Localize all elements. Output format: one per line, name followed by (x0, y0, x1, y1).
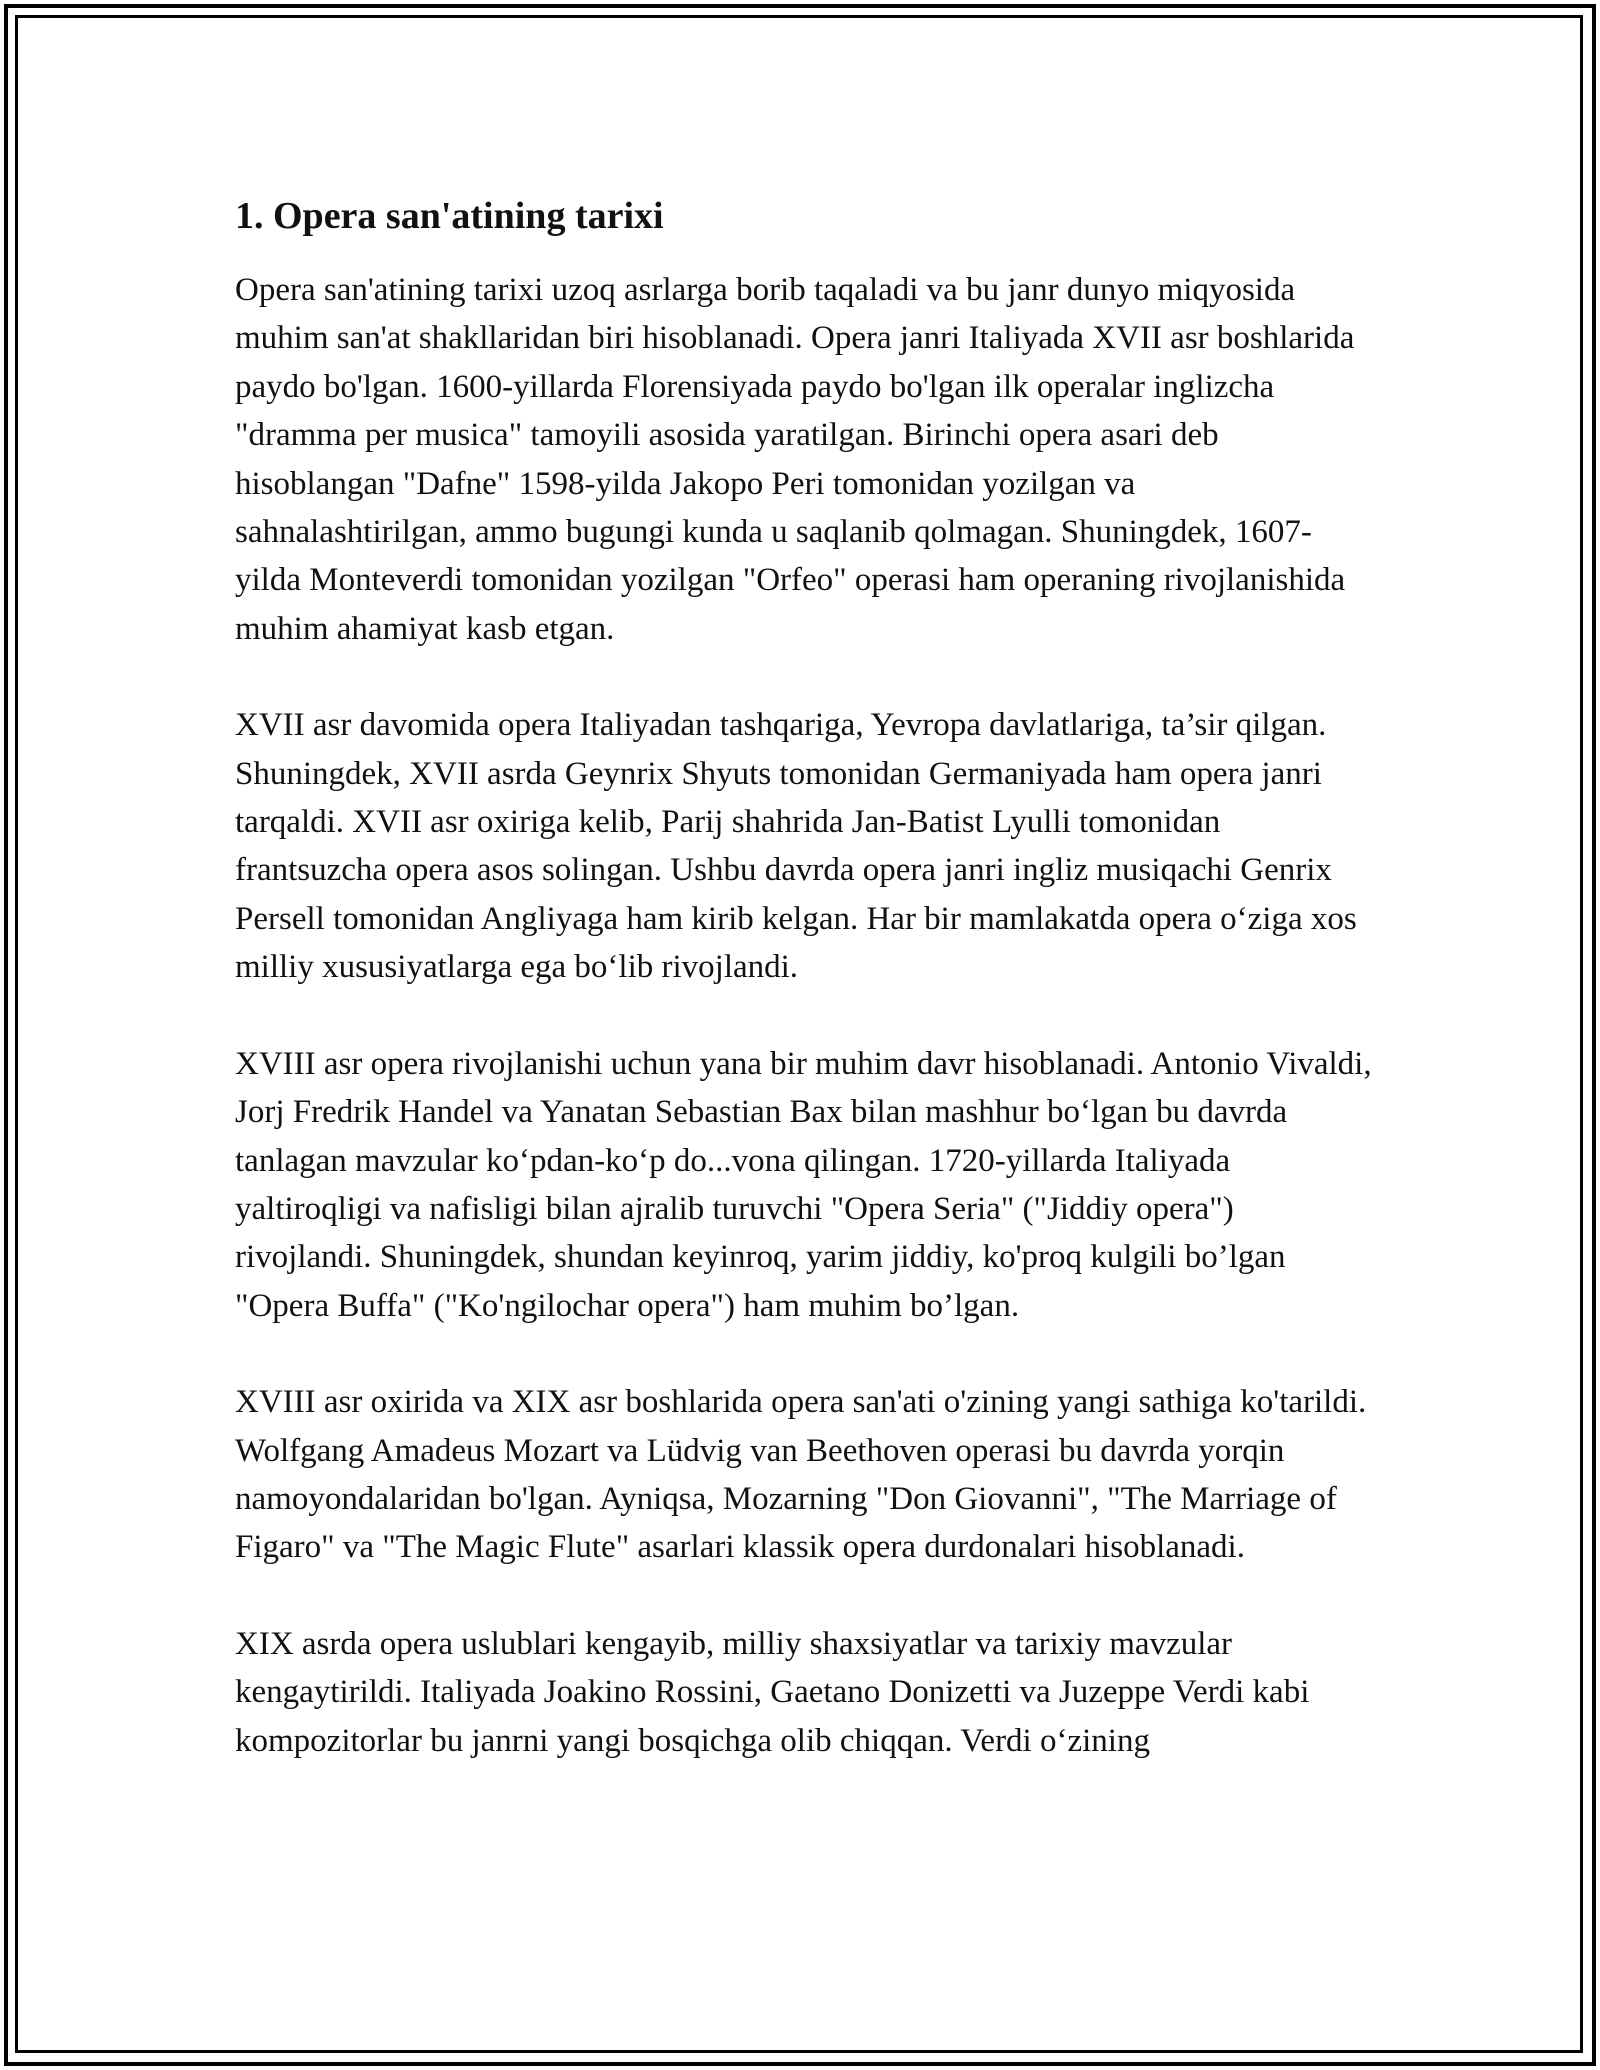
section-heading: 1. Opera san'atining tarixi (235, 195, 664, 237)
paragraph-4: XVIII asr oxirida va XIX asr boshlarida opera san'ati o'zining yangi sathiga ko'tarildi. Wolfgang Amadeus Mozart va Lüdvig van Beethoven operasi bu davrda yorqin namoyondalaridan bo'lgan. Ayniqsa, Mozarning "Don Giovanni", "The Marriage of Figaro" va "The Magic Flute" asarlari klassik opera durdonalari hisoblanadi. (235, 1384, 1367, 1566)
paragraph-2: XVII asr davomida opera Italiyadan tashqariga, Yevropa davlatlariga, ta’sir qilgan. Shuningdek, XVII asrda Geynrix Shyuts tomonidan Germaniyada ham opera janri tarqaldi. XVII asr oxiriga kelib, Parij shahrida Jan-Batist Lyulli tomonidan frantsuzcha opera asos solingan. Ushbu davrda opera janri ingliz musiqachi Genrix Persell tomonidan Angliyaga ham kirib kelgan. Har bir mamlakatda opera o‘ziga xos milliy xususiyatlarga ega bo‘lib rivojlandi. (235, 707, 1357, 986)
document-body (235, 190, 1375, 1765)
paragraph-3: XVIII asr opera rivojlanishi uchun yana bir muhim davr hisoblanadi. Antonio Vivaldi, Jorj Fredrik Handel va Yanatan Sebastian Bax bilan mashhur bo‘lgan bu davrda tanlagan mavzular ko‘pdan-ko‘p do...vona qilingan. 1720-yillarda Italiyada yaltiroqligi va nafisligi bilan ajralib turuvchi "Opera Seria" ("Jiddiy opera") rivojlandi. Shuningdek, shundan keyinroq, yarim jiddiy, ko'proq kulgili bo’lgan "Opera Buffa" ("Ko'ngilochar opera") ham muhim bo’lgan. (235, 1045, 1372, 1324)
paragraph-1: Opera san'atining tarixi uzoq asrlarga borib taqaladi va bu janr dunyo miqyosida muhim san'at shakllaridan biri hisoblanadi. Opera janri Italiyada XVII asr boshlarida paydo bo'lgan. 1600-yillarda Florensiyada paydo bo'lgan ilk operalar inglizcha "dramma per musica" tamoyili asosida yaratilgan. Birinchi opera asari deb hisoblangan "Dafne" 1598-yilda Jakopo Peri tomonidan yozilgan va sahnalashtirilgan, ammo bugungi kunda u saqlanib qolmagan. Shuningdek, 1607-yilda Monteverdi tomonidan yozilgan "Orfeo" operasi ham operaning rivojlanishida muhim ahamiyat kasb etgan. (235, 272, 1355, 647)
paragraph-5: XIX asrda opera uslublari kengayib, milliy shaxsiyatlar va tarixiy mavzular kengaytirildi. Italiyada Joakino Rossini, Gaetano Donizetti va Juzeppe Verdi kabi kompozitorlar bu janrni yangi bosqichga olib chiqqan. Verdi o‘zining (235, 1625, 1310, 1759)
